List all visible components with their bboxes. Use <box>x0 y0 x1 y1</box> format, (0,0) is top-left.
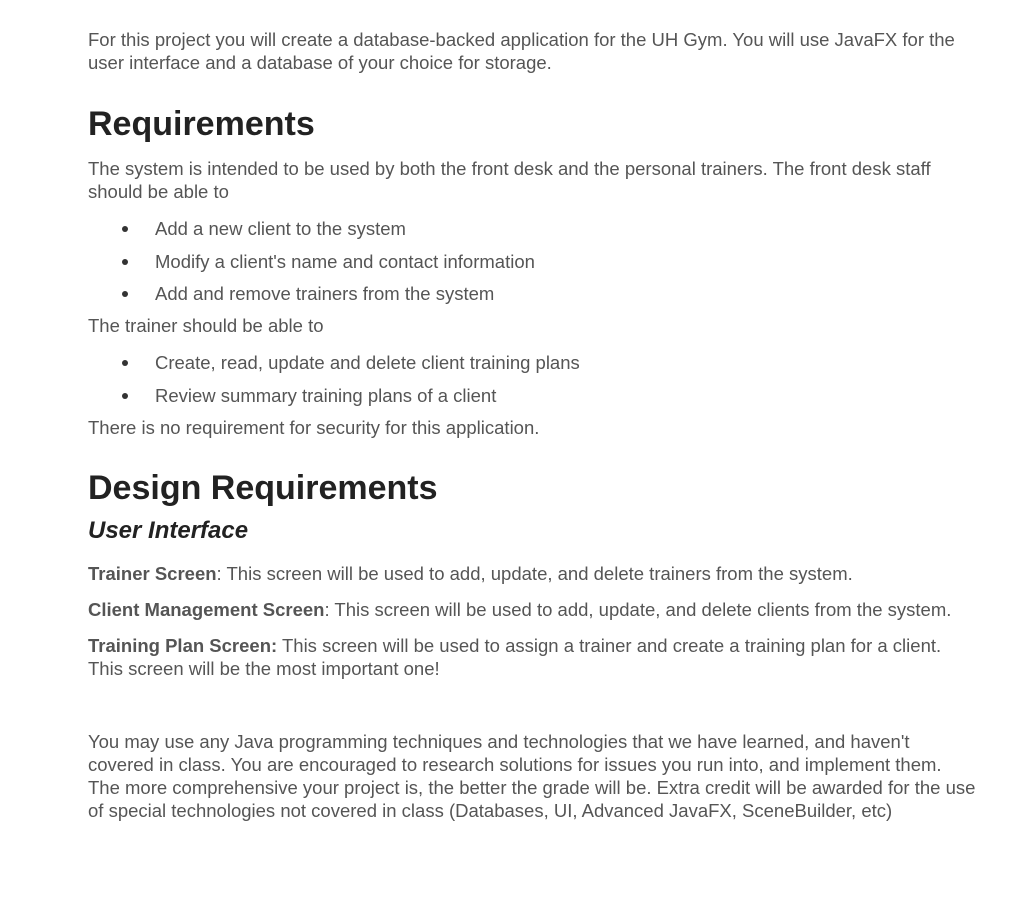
training-plan-screen-text: This screen will be used to assign a trainer and create a training plan for a client. This screen will be the most important one! <box>88 634 942 679</box>
bullet-icon <box>122 360 128 366</box>
list-item <box>88 250 978 273</box>
list-item-text: Add a new client to the system <box>155 218 406 239</box>
list-item-text: Review summary training plans of a client <box>155 384 497 406</box>
trainer-screen-sep: : <box>216 562 222 584</box>
document-page <box>88 28 978 822</box>
list-item-text: Add and remove trainers from the system <box>155 283 495 304</box>
bullet-icon <box>122 226 128 232</box>
front-desk-intro: The system is intended to be used by both the front desk and the personal trainers. The front desk staff should be able to <box>88 158 931 202</box>
list-item <box>88 217 978 240</box>
requirements-heading: Requirements <box>88 105 315 143</box>
design-requirements-heading: Design Requirements <box>88 468 438 507</box>
training-plan-screen-paragraph <box>88 634 978 680</box>
trainer-screen-text: This screen will be used to add, update, and delete trainers from the system. <box>221 562 853 584</box>
client-management-screen-paragraph <box>88 598 978 621</box>
bullet-icon <box>122 393 128 399</box>
trainer-screen-paragraph <box>88 562 978 585</box>
list-item-text: Create, read, update and delete client training plans <box>155 352 580 373</box>
security-note: There is no requirement for security for this application. <box>88 416 540 438</box>
trainer-intro: The trainer should be able to <box>88 315 324 336</box>
training-plan-screen-label: Training Plan Screen: <box>88 634 278 656</box>
list-item <box>88 351 978 374</box>
client-management-screen-text: This screen will be used to add, update, and delete clients from the system. <box>329 598 952 620</box>
bullet-icon <box>122 291 128 297</box>
client-management-screen-label: Client Management Screen <box>88 598 325 620</box>
bullet-icon <box>122 259 128 265</box>
trainer-list <box>88 351 978 407</box>
user-interface-heading: User Interface <box>88 516 249 544</box>
list-item <box>88 282 978 305</box>
closing-paragraph: You may use any Java programming techniques and technologies that we have learned, and haven't covered in class. You are encouraged to research solutions for issues you run into, and implement them. The more comprehensive your project is, the better the grade will be. Extra credit will be awarded for the use of special technologies not covered in class (Databases, UI, Advanced JavaFX, SceneBuilder, etc) <box>88 730 976 821</box>
list-item-text: Modify a client's name and contact information <box>155 250 535 272</box>
list-item <box>88 384 978 407</box>
front-desk-list <box>88 217 978 305</box>
trainer-screen-label: Trainer Screen <box>88 562 217 584</box>
intro-paragraph: For this project you will create a database-backed application for the UH Gym. You will use JavaFX for the user interface and a database of your choice for storage. <box>88 29 955 73</box>
client-management-screen-sep: : <box>324 598 330 620</box>
